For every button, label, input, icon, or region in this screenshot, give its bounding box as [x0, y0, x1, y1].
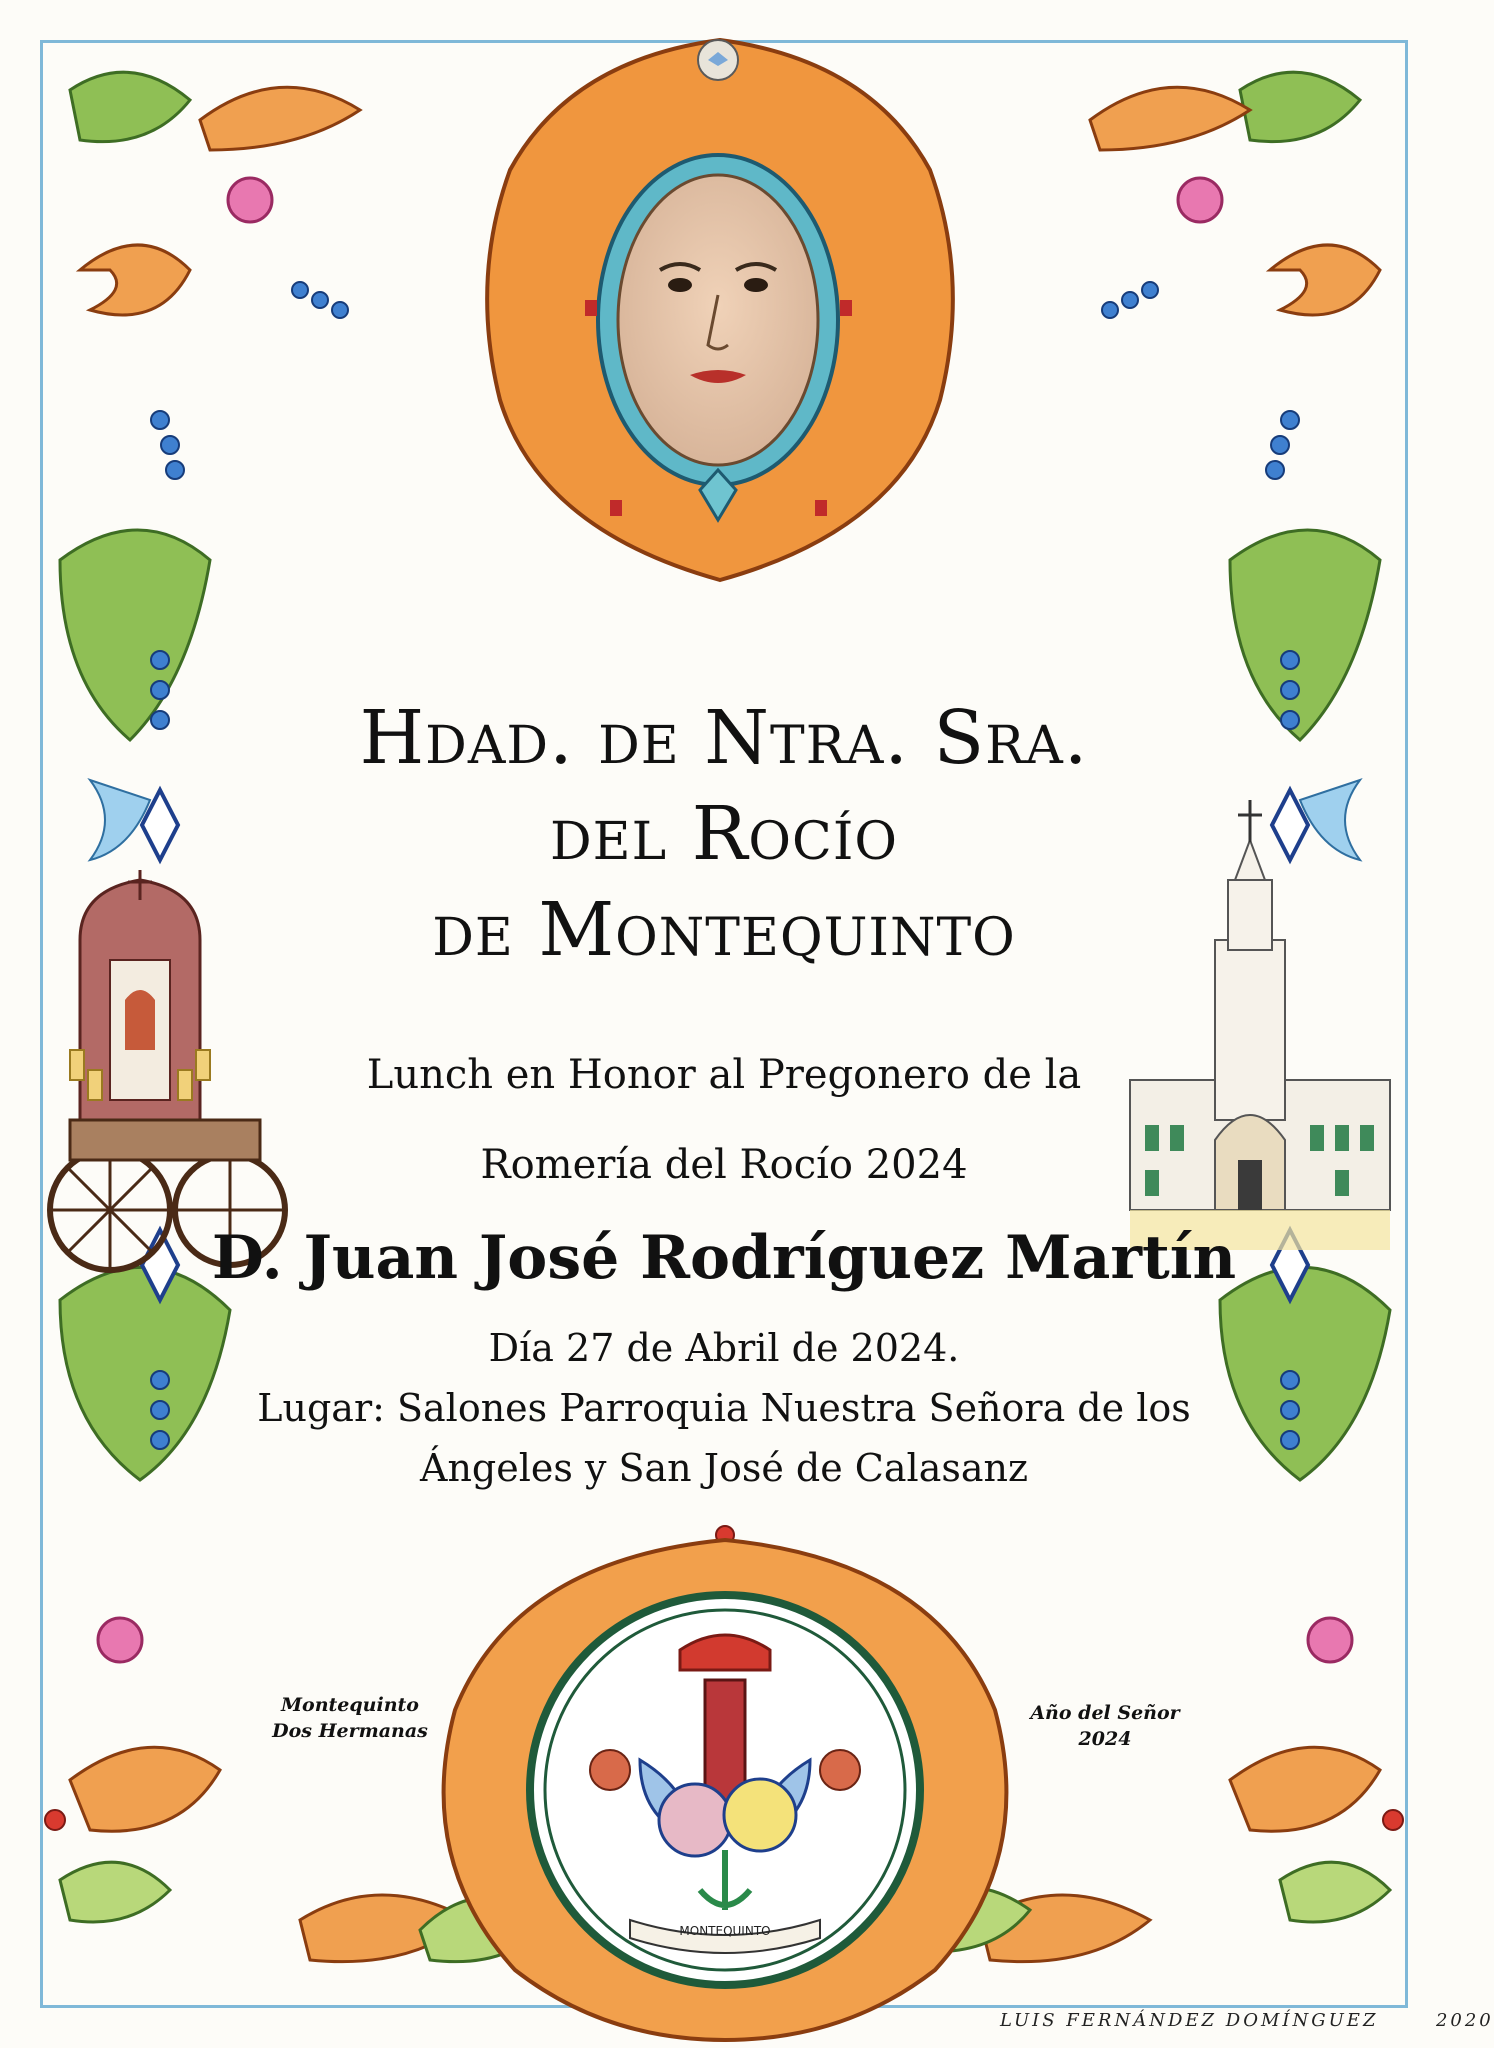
event-place-line-1: Lugar: Salones Parroquia Nuestra Señora de los	[257, 1386, 1191, 1430]
artist-signature	[1000, 2010, 1494, 2031]
year-line-2: 2024	[1078, 1728, 1132, 1750]
event-place-line-2: Ángeles y San José de Calasanz	[420, 1446, 1028, 1490]
location-caption	[250, 1692, 450, 1744]
title-line-3: de Montequinto	[432, 887, 1016, 973]
location-line-2: Dos Hermanas	[272, 1720, 428, 1742]
emblem-label: MONTEQUINTO	[679, 1924, 771, 1938]
event-subtitle	[0, 1030, 1448, 1210]
year-line-1: Año del Señor	[1030, 1702, 1180, 1724]
event-details	[0, 1318, 1448, 1498]
location-line-1: Montequinto	[281, 1694, 419, 1716]
signature-name: LUIS FERNÁNDEZ DOMÍNGUEZ	[1000, 2010, 1379, 2031]
coat-of-arms-emblem-icon	[444, 1540, 1007, 2040]
subtitle-line-1: Lunch en Honor al Pregonero de la	[366, 1052, 1082, 1098]
signature-year: 2020	[1435, 2010, 1494, 2031]
title-line-1: Hdad. de Ntra. Sra.	[359, 695, 1089, 781]
brotherhood-title	[0, 690, 1448, 978]
virgin-face-medallion-icon	[487, 40, 953, 580]
event-date: Día 27 de Abril de 2024.	[488, 1326, 960, 1370]
subtitle-line-2: Romería del Rocío 2024	[480, 1142, 968, 1188]
title-line-2: del Rocío	[549, 791, 898, 877]
honoree-name: D. Juan José Rodríguez Martín	[211, 1223, 1237, 1293]
year-caption	[1005, 1700, 1205, 1752]
